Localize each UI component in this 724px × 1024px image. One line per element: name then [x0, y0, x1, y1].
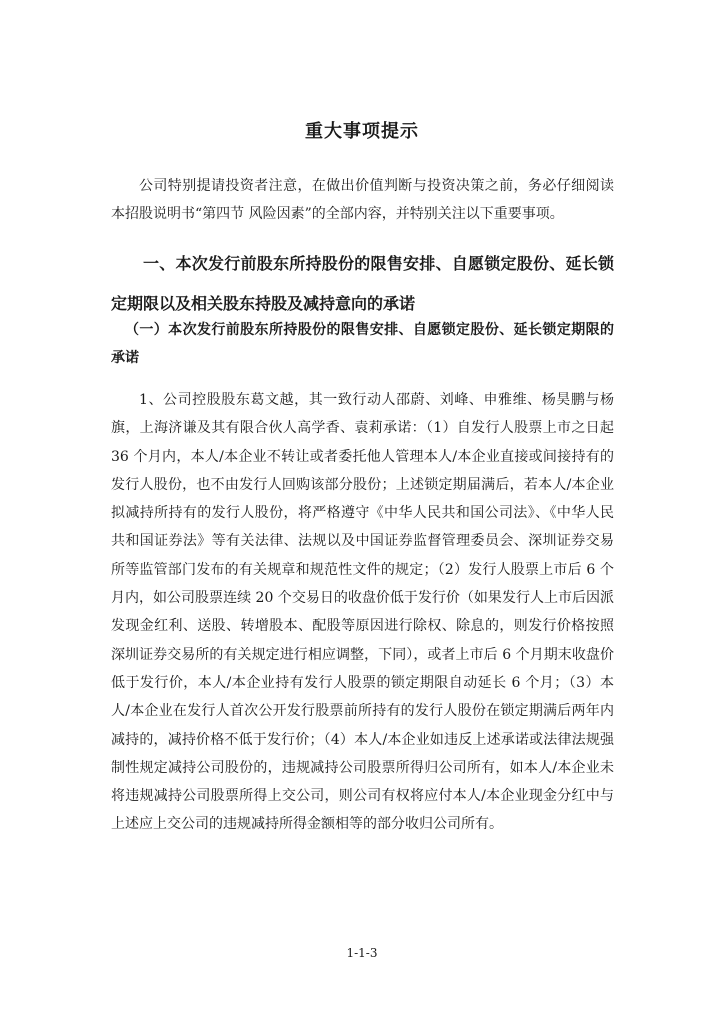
intro-paragraph: 公司特别提请投资者注意，在做出价值判断与投资决策之前，务必仔细阅读本招股说明书“第四节 风险因素”的全部内容，并特别关注以下重要事项。: [111, 178, 614, 222]
page-title: 重大事项提示: [305, 121, 419, 142]
subsection-heading: （一）本次发行前股东所持股份的限售安排、自愿锁定股份、延长锁定期限的承诺: [111, 322, 614, 366]
commitment-paragraph: 1、公司控股股东葛文越，其一致行动人邵蔚、刘峰、申雅维、杨昊鹏与杨旗，上海济谦及其有限合伙人高学香、袁莉承诺：（1）自发行人股票上市之日起 36 个月内，本人/本企业不转让或者委托他人管理本人/本企业直接或间接持有的发行人股份，也不由发行人回购该部分股份；上述锁定期届满后，若本人/本企业拟减持所持有的发行人股份，将严格遵守《中华人民共和国公司法》、《中华人民共和国证券法》等有关法律、法规以及中国证券监督管理委员会、深圳证券交易所等监管部门发布的有关规章和规范性文件的规定；（2）发行人股票上市后 6 个月内，如公司股票连续 20 个交易日的收盘价低于发行价（如果发行人上市后因派发现金红利、送股、转增股本、配股等原因进行除权、除息的，则发行价格按照深圳证券交易所的有关规定进行相应调整，下同），或者上市后 6 个月期末收盘价低于发行价，本人/本企业持有发行人股票的锁定期限自动延长 6 个月；（3）本人/本企业在发行人首次公开发行股票前所持有的发行人股份在锁定期满后两年内减持的，减持价格不低于发行价；（4）本人/本企业如违反上述承诺或法律法规强制性规定减持公司股份的，违规减持公司股票所得归公司所有，如本人/本企业未将违规减持公司股票所得上交公司，则公司有权将应付本人/本企业现金分红中与上述应上交公司的违规减持所得金额相等的部分收归公司所有。: [111, 392, 614, 833]
section-heading: 一、本次发行前股东所持股份的限售安排、自愿锁定股份、延长锁定期限以及相关股东持股及减持意向的承诺: [111, 254, 614, 313]
page-number: 1-1-3: [346, 946, 378, 960]
